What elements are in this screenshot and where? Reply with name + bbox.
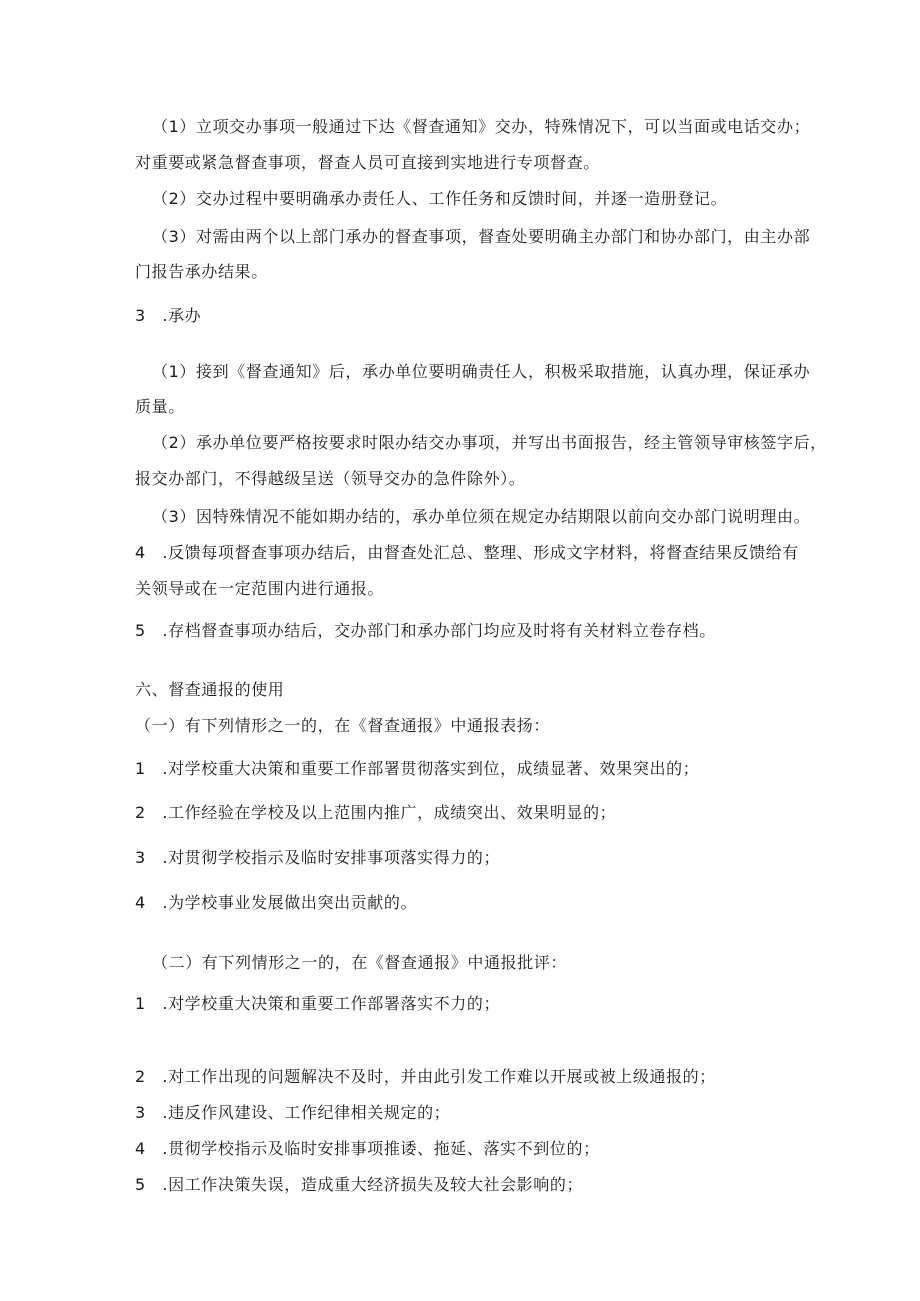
paragraph-line-3: （2）交办过程中要明确承办责任人、工作任务和反馈时间，并逐一造册登记。 <box>152 189 728 208</box>
paragraph-line-8: 质量。 <box>135 397 185 416</box>
list-item-criticism-1: 1 .对学校重大决策和重要工作部署落实不力的； <box>135 994 501 1013</box>
paragraph-line-11: （3）因特殊情况不能如期办结的，承办单位须在规定办结期限以前向交办部门说明理由。 <box>152 507 811 526</box>
subsection-heading-1: （一）有下列情形之一的，在《督查通报》中通报表扬： <box>135 716 551 735</box>
list-item-criticism-3: 3 .违反作风建设、工作纪律相关规定的； <box>135 1103 451 1122</box>
paragraph-line-13: 关领导或在一定范围内进行通报。 <box>135 579 385 598</box>
list-item-praise-4: 4 .为学校事业发展做出突出贡献的。 <box>135 893 418 912</box>
list-item-praise-3: 3 .对贯彻学校指示及临时安排事项落实得力的； <box>135 848 501 867</box>
list-item-criticism-5: 5 .因工作决策失误，造成重大经济损失及较大社会影响的； <box>135 1175 584 1194</box>
paragraph-line-7: （1）接到《督查通知》后，承办单位要明确责任人，积极采取措施，认真办理，保证承办 <box>152 362 811 381</box>
list-item-praise-1: 1 .对学校重大决策和重要工作部署贯彻落实到位，成绩显著、效果突出的； <box>135 759 700 778</box>
paragraph-line-9: （2）承办单位要严格按要求时限办结交办事项，并写出书面报告，经主管领导审核签字后， <box>152 433 827 452</box>
paragraph-line-2: 对重要或紧急督查事项，督查人员可直接到实地进行专项督查。 <box>135 153 600 172</box>
list-item-praise-2: 2 .工作经验在学校及以上范围内推广，成绩突出、效果明显的； <box>135 803 617 822</box>
list-item-criticism-2: 2 .对工作出现的问题解决不及时，并由此引发工作难以开展或被上级通报的； <box>135 1067 716 1086</box>
paragraph-line-12: 4 .反馈每项督查事项办结后，由督查处汇总、整理、形成文字材料，将督查结果反馈给有 <box>135 543 799 562</box>
section-heading-6: 六、督查通报的使用 <box>135 680 285 699</box>
paragraph-line-1: （1）立项交办事项一般通过下达《督查通知》交办，特殊情况下，可以当面或电话交办； <box>152 117 811 136</box>
list-item-criticism-4: 4 .贯彻学校指示及临时安排事项推诿、拖延、落实不到位的； <box>135 1139 600 1158</box>
subsection-heading-2: （二）有下列情形之一的，在《督查通报》中通报批评： <box>152 953 568 972</box>
paragraph-line-10: 报交办部门，不得越级呈送（领导交办的急件除外）。 <box>135 469 526 488</box>
paragraph-line-14: 5 .存档督查事项办结后，交办部门和承办部门均应及时将有关材料立卷存档。 <box>135 621 716 640</box>
paragraph-line-5: 门报告承办结果。 <box>135 262 268 281</box>
section-heading-3: 3 .承办 <box>135 306 202 325</box>
paragraph-line-4: （3）对需由两个以上部门承办的督查事项，督查处要明确主办部门和协办部门，由主办部 <box>152 227 811 246</box>
